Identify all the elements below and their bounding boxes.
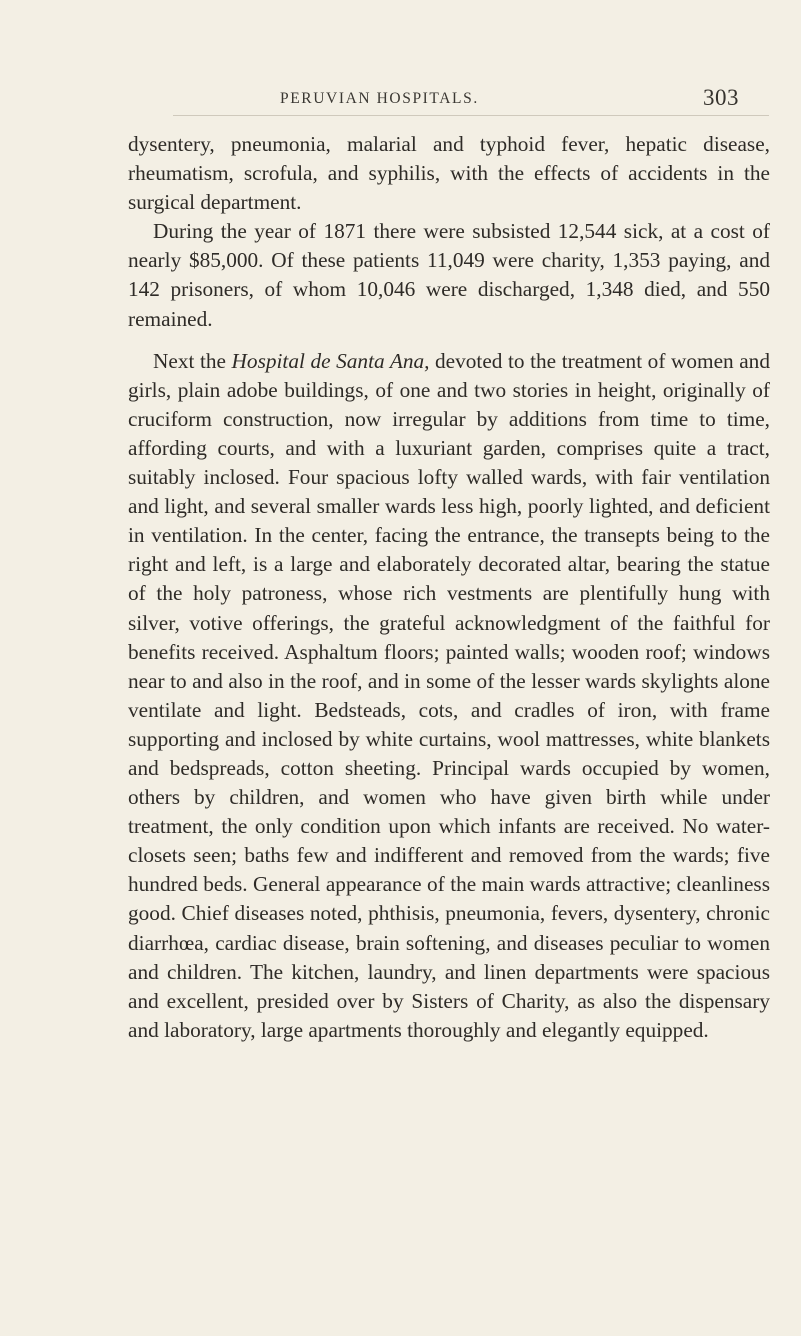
paragraph-santa-ana (128, 347, 770, 1045)
body-text (128, 130, 770, 1045)
page-number: 303 (703, 85, 739, 110)
header-rule (173, 115, 769, 116)
paragraph-statistics: During the year of 1871 there were subsisted 12,544 sick, at a cost of nearly $85,000. Of these patients 11,049 were charity, 1,353 paying, and 142 prisoners, of whom 10,046 were discharged, 1,348 died, and 550 remained. (128, 219, 770, 331)
paragraph-continuation: dysentery, pneumonia, malarial and typhoid fever, hepatic disease, rheumatism, scrofula, and syphilis, with the effects of accidents in the surgical department. (128, 132, 770, 215)
paragraph-lead: Next the (153, 348, 232, 373)
running-title: PERUVIAN HOSPITALS. (280, 90, 479, 107)
hospital-name: Hospital de Santa Ana, (231, 348, 430, 373)
paragraph-body: devoted to the treatment of women and girls, plain adobe buildings, of one and two stories in height, originally of cruciform construction, now irregular by additions from time to time, affording courts, and with a luxuriant garden, comprises quite a tract, suitably inclosed. Four spacious lofty walled wards, with fair ventilation and light, and several smaller wards less high, poorly lighted, and deficient in ventilation. In the center, facing the entrance, the transepts being to the right and left, is a large and elaborately decorated altar, bearing the statue of the holy patroness, whose rich vestments are plentifully hung with silver, votive offerings, the grateful acknowledgment of the faithful for benefits received. Asphaltum floors; painted walls; wooden roof; windows near to and also in the roof, and in some of the lesser wards skylights alone ventilate and light. Bedsteads, cots, and cradles of iron, with frame supporting and inclosed by white curtains, wool mattresses, white blankets and bedspreads, cotton sheeting. Principal wards occupied by women, others by children, and women who have given birth while under treatment, the only condition upon which infants are received. No water-closets seen; baths few and indifferent and removed from the wards; five hundred beds. General appearance of the main wards attractive; cleanliness good. Chief diseases noted, phthisis, pneumonia, fevers, dysentery, chronic diarrhœa, cardiac disease, brain softening, and diseases peculiar to women and children. The kitchen, laundry, and linen departments were spacious and excellent, presided over by Sisters of Charity, as also the dispensary and laboratory, large apartments thoroughly and elegantly equipped. (128, 348, 770, 1042)
